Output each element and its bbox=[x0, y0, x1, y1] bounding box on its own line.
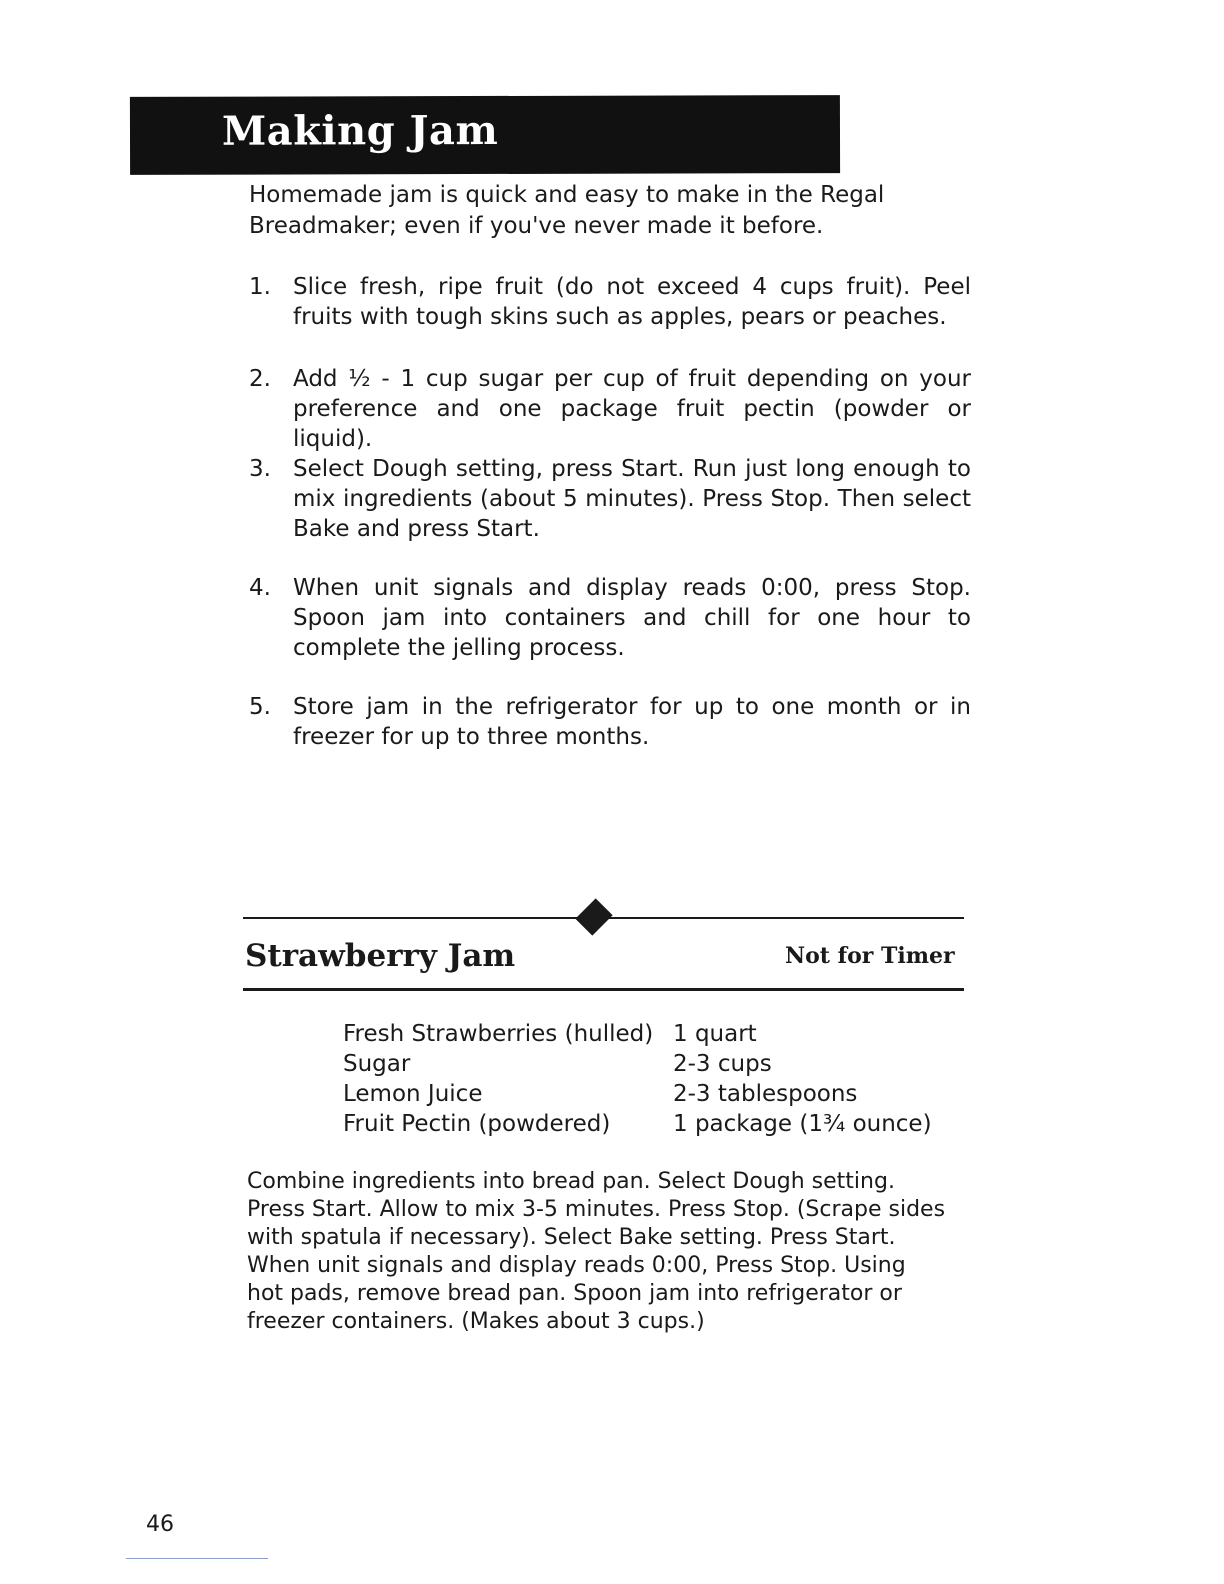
step-number: 5. bbox=[249, 694, 271, 720]
section-title-banner bbox=[130, 95, 840, 175]
ingredient-row bbox=[343, 1049, 963, 1079]
step-text: Slice fresh, ripe fruit (do not exceed 4 cups fruit). Peel fruits with tough skins such as apples, pears or peaches. bbox=[293, 274, 971, 330]
step-number: 3. bbox=[249, 456, 271, 482]
ingredient-quantity: 1 quart bbox=[673, 1021, 757, 1047]
diamond-ornament-icon bbox=[575, 898, 612, 935]
ingredient-name: Fresh Strawberries (hulled) bbox=[343, 1021, 654, 1047]
footer-rule bbox=[126, 1558, 268, 1559]
page-number: 46 bbox=[146, 1512, 174, 1537]
step-number: 2. bbox=[249, 366, 271, 392]
ingredients-table bbox=[343, 1019, 963, 1139]
ingredient-row bbox=[343, 1109, 963, 1139]
step-text: Select Dough setting, press Start. Run just long enough to mix ingredients (about 5 minutes). Press Stop. Then select Bake and press Start. bbox=[293, 456, 971, 542]
page-title: Making Jam bbox=[221, 106, 499, 155]
ingredient-row bbox=[343, 1079, 963, 1109]
ingredient-name: Sugar bbox=[343, 1051, 411, 1077]
step-item bbox=[249, 364, 971, 454]
divider-line bbox=[243, 988, 964, 991]
ingredient-quantity: 1 package (1¾ ounce) bbox=[673, 1111, 932, 1137]
ingredient-name: Lemon Juice bbox=[343, 1081, 483, 1107]
recipe-title: Strawberry Jam bbox=[245, 938, 516, 974]
step-item bbox=[249, 454, 971, 544]
step-text: When unit signals and display reads 0:00, press Stop. Spoon jam into containers and chill for one hour to complete the jelling process. bbox=[293, 575, 971, 661]
recipe-method: Combine ingredients into bread pan. Select Dough setting. Press Start. Allow to mix 3-5 minutes. Press Stop. (Scrape sides with spatula if necessary). Select Bake setting. Press Start. When unit signals and display reads 0:00, Press Stop. Using hot pads, remove bread pan. Spoon jam into refrigerator or freezer containers. (Makes about 3 cups.) bbox=[247, 1169, 946, 1334]
step-number: 4. bbox=[249, 575, 271, 601]
ingredient-name: Fruit Pectin (powdered) bbox=[343, 1111, 611, 1137]
ingredient-quantity: 2-3 cups bbox=[673, 1051, 772, 1077]
timer-note: Not for Timer bbox=[785, 943, 955, 969]
step-text: Add ½ - 1 cup sugar per cup of fruit depending on your preference and one package fruit pectin (powder or liquid). bbox=[293, 366, 971, 452]
step-item bbox=[249, 272, 971, 332]
intro-paragraph: Homemade jam is quick and easy to make in the Regal Breadmaker; even if you've never made it before. bbox=[249, 182, 885, 239]
step-text: Store jam in the refrigerator for up to one month or in freezer for up to three months. bbox=[293, 694, 971, 750]
ingredient-row bbox=[343, 1019, 963, 1049]
step-item bbox=[249, 573, 971, 663]
ingredient-quantity: 2-3 tablespoons bbox=[673, 1081, 858, 1107]
step-item bbox=[249, 692, 971, 752]
step-number: 1. bbox=[249, 274, 271, 300]
